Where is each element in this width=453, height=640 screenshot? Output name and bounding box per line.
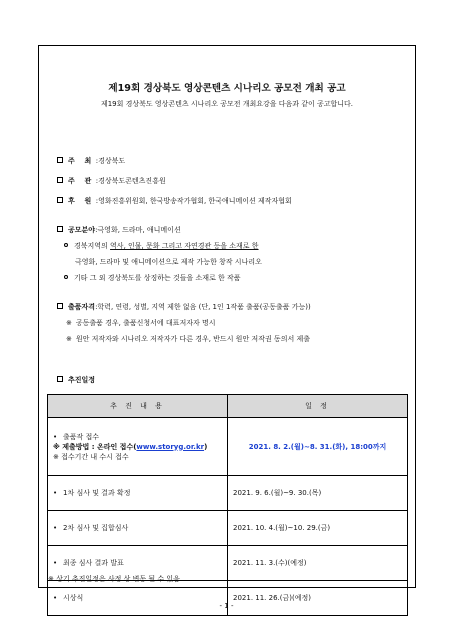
organizer-label: 주 관 xyxy=(68,177,92,185)
schedule-item-line xyxy=(53,432,222,442)
bullet-dot-icon: • xyxy=(53,432,58,441)
header-date: 일 정 xyxy=(228,395,408,418)
submit-method-pre: ※ 제출방법 : 온라인 접수( xyxy=(53,442,137,451)
sponsor-value: 영화진흥위원회, 한국방송작가협회, 한국애니메이션 제작자협회 xyxy=(98,197,292,205)
sponsor-label: 후 원 xyxy=(68,197,92,205)
field-value: 극영화, 드라마, 애니메이션 xyxy=(97,226,181,234)
circle-bullet-icon xyxy=(64,243,68,247)
submit-method-post: ) xyxy=(204,442,208,451)
field-bullet-2-text: 기타 그 외 경상북도를 상징하는 것들을 소재로 한 작품 xyxy=(74,274,241,282)
eligibility-note-1 xyxy=(66,319,215,328)
intro-text: 제19회 경상북도 영상콘텐츠 시나리오 공모전 개최요강을 다음과 같이 공고합니다. xyxy=(100,100,354,108)
square-bullet-icon xyxy=(57,197,63,203)
host-value: 경상북도 xyxy=(98,157,126,165)
bullet-dot-icon: • xyxy=(53,524,58,532)
colon: : xyxy=(95,226,98,234)
field-bullet-1-pre: 경북지역의 xyxy=(74,242,111,250)
schedule-date: 2021. 8. 2.(월)~8. 31.(화), 18:00까지 xyxy=(228,418,408,476)
eligibility-label: 출품자격 xyxy=(68,303,96,311)
eligibility-note-2-text: 원안 저작자와 시나리오 저작자가 다른 경우, 반드시 원안 저작권 동의서 제출 xyxy=(75,335,310,343)
schedule-item: 시상식 xyxy=(63,594,84,602)
schedule-item: 최종 심사 결과 발표 xyxy=(63,559,124,567)
page-title: 제19회 경상북도 영상콘텐츠 시나리오 공모전 개최 공고 xyxy=(108,83,346,94)
table-row xyxy=(48,476,408,511)
eligibility-note-1-text: 공동출품 경우, 출품신청서에 대표저자자 명시 xyxy=(75,319,216,327)
table-row xyxy=(48,581,408,616)
schedule-item: 출품작 접수 xyxy=(63,432,100,441)
field-label: 공모분야 xyxy=(68,226,96,234)
square-bullet-icon xyxy=(57,226,63,232)
schedule-item: 2차 심사 및 집합심사 xyxy=(63,524,129,532)
sponsor-row xyxy=(57,197,292,206)
page-number: - 1 - xyxy=(219,602,234,610)
schedule-footnote: ※ 상기 추진일정은 사정 상 변동 될 수 있음 xyxy=(48,575,180,583)
field-bullet-1-underlined: 역사, 인물, 문화 그리고 자연경관 등을 소재로 한 xyxy=(110,242,259,250)
colon: : xyxy=(95,303,98,311)
eligibility-value: 학력, 연령, 성별, 지역 제한 없음 (단, 1인 1작품 출품(공동출품 가능)) xyxy=(97,303,311,311)
schedule-date: 2021. 10. 4.(월)~10. 29.(금) xyxy=(228,511,408,546)
colon: : xyxy=(91,197,99,205)
schedule-item-cell xyxy=(48,511,228,546)
table-row xyxy=(48,511,408,546)
schedule-header-row xyxy=(48,395,408,418)
schedule-item-cell xyxy=(48,418,228,476)
schedule-label: 추진일정 xyxy=(68,376,96,384)
bullet-dot-icon: • xyxy=(53,594,58,602)
field-bullet-2 xyxy=(64,274,241,283)
field-row xyxy=(57,226,181,235)
bullet-dot-icon: • xyxy=(53,489,58,497)
schedule-item: 1차 심사 및 결과 확정 xyxy=(63,489,131,497)
schedule-item-cell xyxy=(48,581,228,616)
schedule-date: 2021. 9. 6.(월)~9. 30.(목) xyxy=(228,476,408,511)
square-bullet-icon xyxy=(57,177,63,183)
schedule-item-cell xyxy=(48,476,228,511)
circle-bullet-icon xyxy=(64,275,68,279)
schedule-date: 2021. 11. 3.(수)(예정) xyxy=(228,546,408,581)
field-bullet-1 xyxy=(64,242,259,251)
field-bullet-1-line2: 극영화, 드라마 및 애니메이션으로 제작 가능한 창작 시나리오 xyxy=(75,258,262,266)
eligibility-row xyxy=(57,303,311,312)
schedule-heading xyxy=(57,376,95,385)
eligibility-note-2 xyxy=(66,335,310,344)
organizer-row xyxy=(57,177,166,186)
host-row xyxy=(57,157,125,166)
square-bullet-icon xyxy=(57,157,63,163)
organizer-value: 경상북도콘텐츠진흥원 xyxy=(98,177,166,185)
square-bullet-icon xyxy=(57,303,63,309)
reference-mark-icon: ※ xyxy=(66,335,72,343)
host-label: 주 최 xyxy=(68,157,92,165)
table-row xyxy=(48,418,408,476)
colon: : xyxy=(91,157,99,165)
submit-method-line xyxy=(53,442,222,452)
square-bullet-icon xyxy=(57,376,63,382)
bullet-dot-icon: • xyxy=(53,559,58,567)
submit-period-line: ※ 접수기간 내 수시 접수 xyxy=(53,452,129,461)
header-content: 추 진 내 용 xyxy=(48,395,228,418)
schedule-date: 2021. 11. 26.(금)(예정) xyxy=(228,581,408,616)
submit-link[interactable]: www.storyg.or.kr xyxy=(136,442,205,451)
reference-mark-icon: ※ xyxy=(66,319,72,327)
colon: : xyxy=(91,177,99,185)
